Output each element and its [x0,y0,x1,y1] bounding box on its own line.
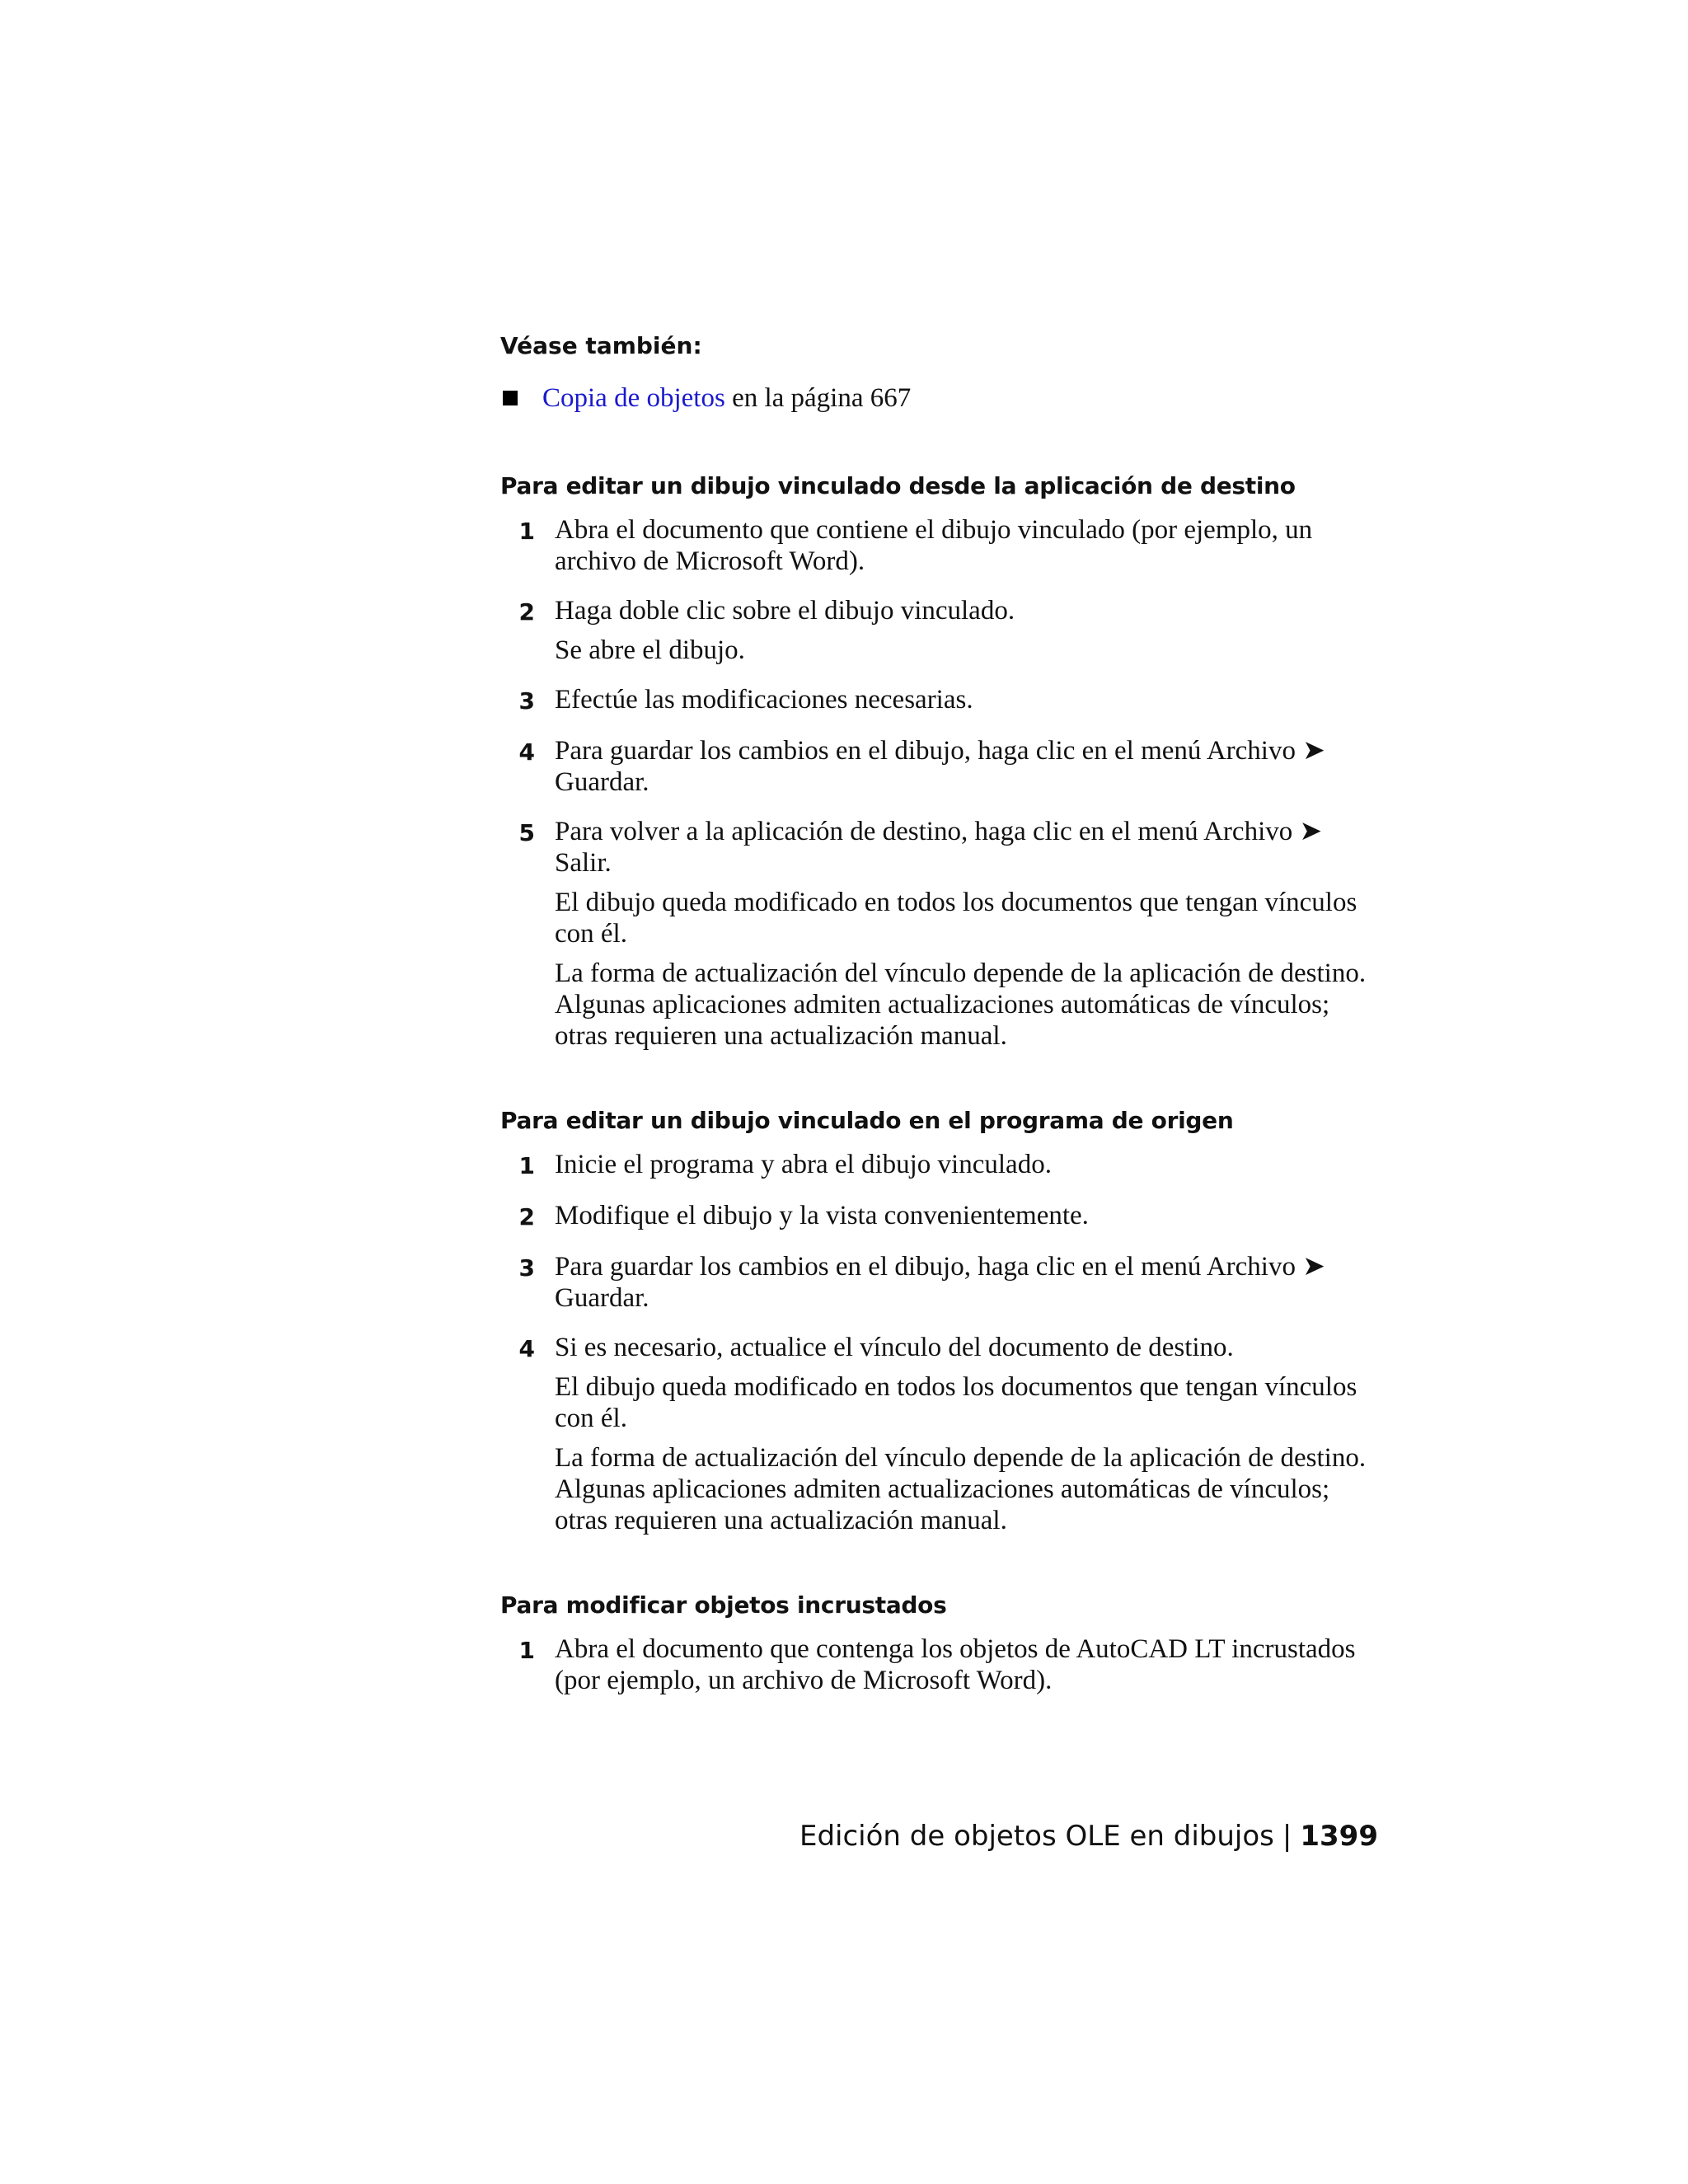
step-note: El dibujo queda modificado en todos los documentos que tengan vínculos con él. [555,888,1357,949]
step-text: Para guardar los cambios en el dibujo, haga clic en el menú Archivo ➤ Guardar. [555,736,1325,797]
step-body [555,1633,1378,1696]
step-item [500,1251,1378,1314]
step-item [500,1332,1378,1536]
step-text: Para volver a la aplicación de destino, haga clic en el menú Archivo ➤ Salir. [555,817,1323,878]
step-text: Si es necesario, actualice el vínculo del documento de destino. [555,1333,1234,1362]
step-number: 5 [518,819,535,846]
page-content [500,330,1378,1714]
page-footer [799,1818,1378,1854]
step-text: Abra el documento que contiene el dibujo vinculado (por ejemplo, un archivo de Microsoft Word). [555,515,1313,576]
see-also-label: Véase también: [500,332,702,359]
step-number: 4 [518,1335,535,1362]
procedure-section [500,1104,1378,1536]
step-note: Se abre el dibujo. [555,635,745,665]
step-item [500,595,1378,666]
footer-separator: | [1282,1820,1292,1853]
step-text: Modifique el dibujo y la vista convenientemente. [555,1201,1089,1230]
step-text: Efectúe las modificaciones necesarias. [555,685,973,715]
step-body [555,735,1378,798]
section-heading: Para editar un dibujo vinculado desde la aplicación de destino [500,472,1296,499]
footer-page-number: 1399 [1300,1820,1378,1853]
step-body [555,684,1378,717]
section-heading: Para modificar objetos incrustados [500,1591,947,1619]
procedure-sections [500,470,1378,1696]
step-number: 3 [518,687,535,715]
step-number: 2 [518,1203,535,1230]
see-also-suffix: en la página 667 [724,383,912,413]
step-number: 2 [518,598,535,626]
step-body [555,514,1378,577]
section-heading: Para editar un dibujo vinculado en el programa de origen [500,1107,1234,1134]
see-also-text [542,381,911,415]
footer-chapter-title: Edición de objetos OLE en dibujos [799,1820,1274,1853]
step-body [555,595,1378,666]
step-item [500,1149,1378,1182]
step-note: La forma de actualización del vínculo depende de la aplicación de destino. Algunas aplicaciones admiten actualizaciones automáticas de vínculos; otras requieren una actualización manual. [555,958,1367,1051]
step-number: 1 [518,1152,535,1179]
step-text: Para guardar los cambios en el dibujo, haga clic en el menú Archivo ➤ Guardar. [555,1252,1325,1313]
step-number: 1 [518,1637,535,1664]
step-number: 3 [518,1254,535,1282]
step-item [500,735,1378,798]
step-number: 1 [518,518,535,545]
step-note: El dibujo queda modificado en todos los documentos que tengan vínculos con él. [555,1372,1357,1433]
see-also-item [500,381,1378,415]
step-item [500,816,1378,1052]
step-item [500,1633,1378,1696]
step-body [555,1149,1378,1182]
step-text: Inicie el programa y abra el dibujo vinculado. [555,1150,1052,1179]
step-item [500,514,1378,577]
step-text: Haga doble clic sobre el dibujo vinculado. [555,596,1015,626]
step-item [500,1200,1378,1233]
procedure-section [500,1589,1378,1696]
step-item [500,684,1378,717]
step-body [555,1332,1378,1536]
step-number: 4 [518,738,535,766]
step-body [555,1200,1378,1233]
see-also-link[interactable]: Copia de objetos [542,383,725,413]
step-note: La forma de actualización del vínculo depende de la aplicación de destino. Algunas aplicaciones admiten actualizaciones automáticas de vínculos; otras requieren una actualización manual. [555,1443,1367,1535]
step-body [555,816,1378,1052]
step-text: Abra el documento que contenga los objetos de AutoCAD LT incrustados (por ejemplo, un archivo de Microsoft Word). [555,1634,1356,1695]
procedure-section [500,470,1378,1052]
step-body [555,1251,1378,1314]
square-bullet-icon [503,391,518,405]
